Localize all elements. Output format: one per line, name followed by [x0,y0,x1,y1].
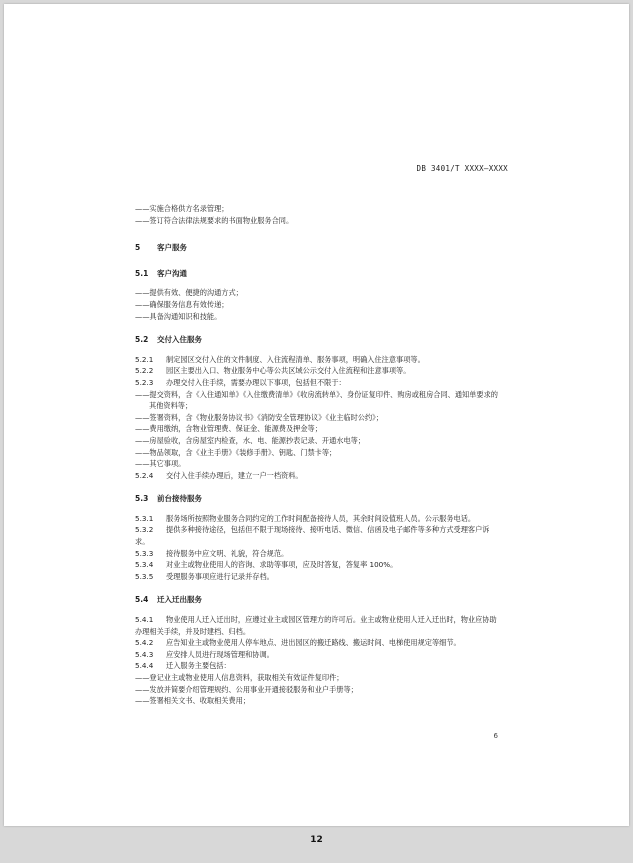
list-item: ——房屋验收，含房屋室内检查，水、电、能源抄表记录、开通水电等； [135,435,366,445]
clause-5-3-1: 5.3.1 服务场所按照物业服务合同约定的工作时间配备接待人员，其余时间设值班人员。公示服务电话。 [135,513,476,523]
section-heading-5-4: 5.4 迁入迁出服务 [135,595,202,605]
clause-5-4-1: 5.4.1 物业使用人迁入迁出时，应遵过业主或园区管理方的许可后。业主或物业使用人迁入迁出时，物业应协助办理相关手续，并及时建档、归档。 [135,615,497,636]
clause-5-2-1: 5.2.1 制定园区交付入住的文件制度、入住流程清单、服务事项，明确入住注意事项等。 [135,354,425,364]
list-item: ——费用缴纳，含物业管理费、保证金、能源费及押金等； [135,424,322,434]
list-item: ——签署资料，含《物业服务协议书》《消防安全管理协议》《业主临时公约》； [135,412,383,422]
clause-5-3-2: 5.3.2 提供多种接待途径，包括但不限于现场接待、接听电话、微信、信函及电子邮件等多种方式受理客户诉求。 [135,525,490,547]
inner-page-number: 6 [493,732,498,740]
document-code: DB 3401/T XXXX—XXXX [416,164,508,173]
list-item: ——具备沟通知识和技能。 [135,311,222,321]
clause-5-4-3: 5.4.3 应安排人员进行现场管理和协调。 [135,649,274,659]
section-heading-5-2: 5.2 交付入住服务 [135,335,202,345]
list-item: ——签订符合法律法规要求的书面物业服务合同。 [135,215,294,225]
list-item: ——物品领取，含《业主手册》《装修手册》、钥匙、门禁卡等； [135,447,337,457]
section-heading-5: 5 客户服务 [135,243,187,253]
list-item: ——登记业主或物业使用人信息资料，获取相关有效证件复印件； [135,673,344,682]
section-heading-5-3: 5.3 前台接待服务 [135,494,202,504]
footer-page-number: 12 [310,835,323,845]
clause-5-2-2: 5.2.2 园区主要出入口、物业服务中心等公共区域公示交付入住流程和注意事项等。 [135,366,411,376]
document-body [135,203,501,707]
clause-5-3-4: 5.3.4 对业主或物业使用人的咨询、求助等事项，应及时答复，答复率 100%。 [135,560,398,570]
list-item: ——提交资料，含《入住通知单》《入住缴费清单》《收房流转单》、身份证复印件、购房或租房合同、通知单要求的其他资料等； [135,389,498,411]
clause-5-3-5: 5.3.5 受理服务事项应进行记录并存档。 [135,571,274,581]
clause-5-2-3: 5.2.3 办理交付入住手续，需要办理以下事项，包括但不限于： [135,377,346,387]
list-item: ——发放并简要介绍管理规约、公用事业开通接驳服务和业户手册等； [135,684,358,694]
list-item: ——签署相关文书、收取相关费用； [135,696,251,706]
clause-5-2-4: 5.2.4 交付入住手续办理后，建立一户一档资料。 [135,470,303,480]
clause-5-3-3: 5.3.3 接待服务中应文明、礼貌，符合规范。 [135,548,289,558]
clause-5-4-4: 5.4.4 迁入服务主要包括： [135,661,231,671]
document-page [4,4,629,826]
section-heading-5-1: 5.1 客户沟通 [135,268,187,278]
clause-5-4-2: 5.4.2 应告知业主或物业使用人停车地点、进出园区的搬迁路线、搬运时间、电梯使用规定等细节。 [135,638,461,648]
list-item: ——实施合格供方名录管理； [135,204,229,213]
list-item: ——确保服务信息有效传递； [135,299,229,309]
list-item: ——其它事项。 [135,459,186,469]
list-item: ——提供有效、便捷的沟通方式； [135,288,243,298]
